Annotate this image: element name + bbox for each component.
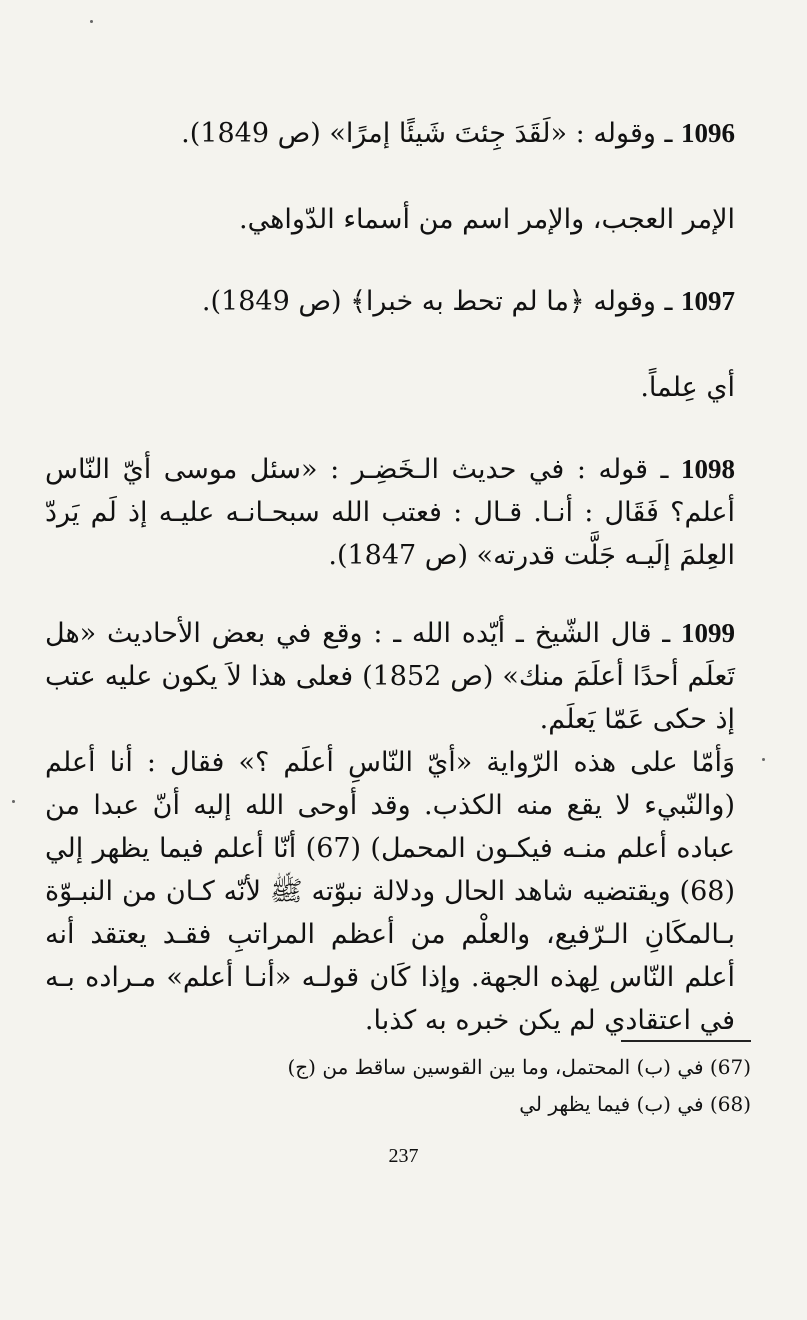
entry-text: وَأمّا على هذه الرّواية «أيّ النّاسِ أعلَم ؟» فقال : أنا أعلم (والنّبيء لا يقع منه الكذب. وقد أوحى الله إليه أنّ عبدا من عباده أعلم منـه فيكـون المحمل) (67) أنّا أعلم فيما يظهر إلي (68) ويقتضيه شاهد الحال ودلالة نبوّته ﷺ لأنّه كـان من النبـوّة بـالمكَانِ الـرّفيع، والعلْم من أعظم المراتبِ فقـد يعتقد أنه أعلم النّاس لِهذه الجهة. وإذا كَان قولـه «أنـا أعلم» مـراده بـه في اعتقادي لم يكن خبره به كذبا. (45, 747, 736, 1036)
entry-text: ـ قوله : في حديث الـخَضِـر : «سئل موسى أيّ النّاس أعلم؟ فَقَال : أنـا. قـال : فعتب الله سبحـانـه عليـه إذ لَم يَردّ العِلمَ إلَيـه جَلَّت قدرته» (ص 1847). (45, 454, 735, 571)
entry-number: 1096 (681, 118, 735, 148)
paper-speck (12, 800, 15, 803)
entry-number: 1099 (681, 618, 735, 648)
entry-1099 (45, 612, 735, 741)
entry-text: الإمر العجب، والإمر اسم من أسماء الدّواهي. (239, 204, 735, 235)
footnote-separator (621, 1040, 751, 1042)
entry-1096-explanation (45, 198, 735, 241)
paper-speck (90, 20, 93, 23)
paper-speck (762, 758, 765, 761)
footnote-67: (67) في (ب) المحتمل، وما بين القوسين ساقط من (ج) (287, 1055, 751, 1079)
entry-1098 (45, 448, 735, 577)
page-number: 237 (388, 1145, 419, 1167)
entry-text: ـ وقوله : «لَقَدَ جِئتَ شَيئًا إمرًا» (ص 1849). (181, 118, 681, 149)
entry-text: ـ قال الشّيخ ـ أيّده الله ـ : وقع في بعض الأحاديث «هل تَعلَم أحدًا أعلَمَ منك» (ص 1852) فعلى هذا لاَ يكون عليه عتب إذ حكى عَمّا يَعلَم. (45, 618, 736, 735)
entry-1099-continuation (45, 741, 735, 1042)
entry-1096 (45, 112, 735, 155)
entry-text: أي عِلماً. (640, 372, 735, 403)
footnote-68: (68) في (ب) فيما يظهر لي (519, 1092, 751, 1116)
entry-text: ـ وقوله ﴿ما لم تحط به خبرا﴾ (ص 1849). (201, 286, 681, 317)
entry-number: 1098 (681, 454, 735, 484)
entry-1097-explanation (45, 366, 735, 409)
entry-1097 (45, 280, 735, 323)
entry-number: 1097 (681, 286, 735, 316)
